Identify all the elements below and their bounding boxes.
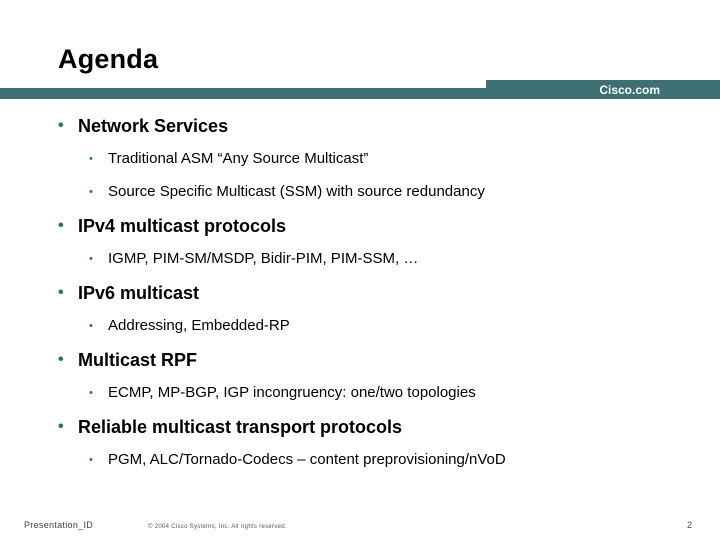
bullet-icon: • — [89, 253, 93, 265]
agenda-item-ipv4-multicast-protocols — [56, 214, 696, 238]
brand-label: Cisco.com — [599, 83, 660, 97]
agenda-subitem — [56, 148, 696, 170]
bullet-icon: • — [89, 186, 93, 198]
agenda-subitem-label: ECMP, MP-BGP, IGP incongruency: one/two topologies — [108, 384, 476, 401]
agenda-item-reliable-multicast-transport — [56, 415, 696, 439]
bullet-icon: • — [89, 153, 93, 165]
bullet-icon: • — [58, 418, 64, 435]
agenda-item-label: IPv4 multicast protocols — [78, 216, 287, 236]
agenda-subitem-label: Source Specific Multicast (SSM) with source redundancy — [108, 183, 485, 200]
agenda-item-network-services — [56, 114, 696, 138]
agenda-subitem — [56, 449, 696, 471]
agenda-list — [56, 114, 696, 471]
agenda-subitem-label: IGMP, PIM-SM/MSDP, Bidir-PIM, PIM-SSM, … — [108, 250, 419, 267]
bullet-icon: • — [58, 217, 64, 234]
agenda-subitem-label: Traditional ASM “Any Source Multicast” — [108, 150, 369, 167]
agenda-item-label: IPv6 multicast — [78, 283, 200, 303]
agenda-subitem — [56, 248, 696, 270]
agenda-subitem — [56, 315, 696, 337]
slide-title: Agenda — [58, 44, 159, 74]
title-bar — [0, 88, 486, 99]
agenda-item-label: Multicast RPF — [78, 350, 198, 370]
bullet-icon: • — [58, 351, 64, 368]
agenda-item-multicast-rpf — [56, 348, 696, 372]
page-number: 2 — [686, 520, 692, 530]
agenda-item-ipv6-multicast — [56, 281, 696, 305]
agenda-item-label: Reliable multicast transport protocols — [78, 417, 403, 437]
agenda-subitem — [56, 382, 696, 404]
bullet-icon: • — [89, 320, 93, 332]
bullet-icon: • — [89, 387, 93, 399]
footer-presentation-id: Presentation_ID — [24, 520, 94, 530]
bullet-icon: • — [58, 284, 64, 301]
agenda-subitem-label: PGM, ALC/Tornado-Codecs – content preprovisioning/nVoD — [108, 451, 506, 468]
agenda-subitem-label: Addressing, Embedded-RP — [108, 317, 290, 334]
agenda-subitem — [56, 181, 696, 203]
bullet-icon: • — [89, 454, 93, 466]
footer-copyright: © 2004 Cisco Systems, Inc. All rights reserved. — [148, 524, 287, 530]
bullet-icon: • — [58, 117, 64, 134]
agenda-item-label: Network Services — [78, 116, 229, 136]
